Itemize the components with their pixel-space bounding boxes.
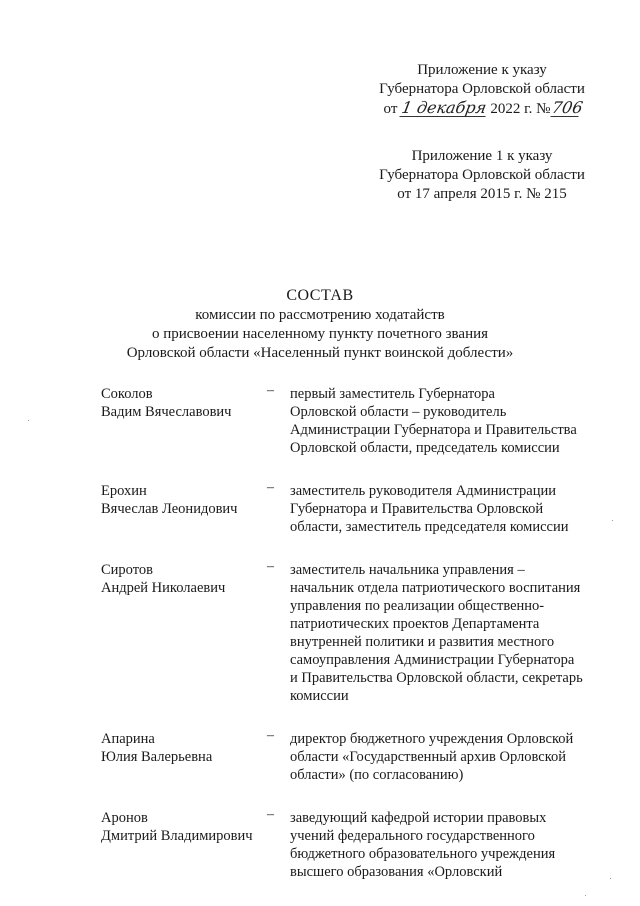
separator-dash: – xyxy=(267,807,274,822)
member-role xyxy=(290,482,620,536)
role-line: Губернатора и Правительства Орловской xyxy=(290,501,544,517)
member-role xyxy=(290,809,620,881)
role-line: управления по реализации общественно- xyxy=(290,598,545,614)
handwritten-number: 706 xyxy=(550,98,585,117)
member-name xyxy=(101,809,271,845)
member-name xyxy=(101,482,271,518)
scan-speck xyxy=(28,420,29,421)
member-given-names: Вадим Вячеславович xyxy=(101,404,232,420)
role-line: Орловской области – руководитель xyxy=(290,404,507,420)
role-line: комиссии xyxy=(290,688,349,704)
title-main: СОСТАВ xyxy=(286,287,354,304)
header-line: Приложение 1 к указу xyxy=(411,148,553,164)
member-entry xyxy=(101,482,621,536)
members-list xyxy=(101,385,621,906)
role-line: директор бюджетного учреждения Орловской xyxy=(290,731,574,747)
separator-dash: – xyxy=(267,480,274,495)
role-line: и Правительства Орловской области, секретарь xyxy=(290,670,583,686)
role-line: области, заместитель председателя комиссии xyxy=(290,519,569,535)
appendix-header-2015 xyxy=(362,147,602,204)
role-line: заведующий кафедрой истории правовых xyxy=(290,810,547,826)
role-line: бюджетного образовательного учреждения xyxy=(290,846,556,862)
role-line: самоуправления Администрации Губернатора xyxy=(290,652,575,668)
appendix-header-2022 xyxy=(352,61,612,119)
member-surname: Аронов xyxy=(101,810,148,826)
separator-dash: – xyxy=(267,559,274,574)
member-given-names: Вячеслав Леонидович xyxy=(101,501,238,517)
separator-dash: – xyxy=(267,383,274,398)
role-line: первый заместитель Губернатора xyxy=(290,386,495,402)
separator-dash: – xyxy=(267,728,274,743)
member-role xyxy=(290,730,620,784)
member-given-names: Юлия Валерьевна xyxy=(101,749,213,765)
member-role xyxy=(290,385,620,457)
scan-speck xyxy=(610,878,611,879)
member-entry xyxy=(101,561,621,705)
header-line: Приложение к указу xyxy=(417,62,547,78)
member-surname: Сиротов xyxy=(101,562,153,578)
document-title xyxy=(110,286,530,363)
role-line: внутренней политики и развития местного xyxy=(290,634,555,650)
member-surname: Апарина xyxy=(101,731,155,747)
role-line: Администрации Губернатора и Правительства xyxy=(290,422,577,438)
role-line: патриотических проектов Департамента xyxy=(290,616,540,632)
member-surname: Соколов xyxy=(101,386,153,402)
member-given-names: Дмитрий Владимирович xyxy=(101,828,253,844)
year-number-label: 2022 г. № xyxy=(490,101,551,117)
title-line: Орловской области «Населенный пункт воинской доблести» xyxy=(126,345,514,361)
role-line: начальник отдела патриотического воспитания xyxy=(290,580,581,596)
role-line: Орловской области, председатель комиссии xyxy=(290,440,560,456)
role-line: области» (по согласованию) xyxy=(290,767,464,783)
role-line: заместитель начальника управления – xyxy=(290,562,525,578)
header-line: от 17 апреля 2015 г. № 215 xyxy=(397,186,567,202)
title-line: о присвоении населенному пункту почетного звания xyxy=(151,326,489,342)
title-line: комиссии по рассмотрению ходатайств xyxy=(195,307,445,323)
scan-speck xyxy=(612,520,613,521)
member-name xyxy=(101,730,271,766)
role-line: высшего образования «Орловский xyxy=(290,864,503,880)
member-surname: Ерохин xyxy=(101,483,147,499)
header-line: Губернатора Орловской области xyxy=(379,167,585,183)
header-line: Губернатора Орловской области xyxy=(379,81,585,97)
role-line: заместитель руководителя Администрации xyxy=(290,483,557,499)
member-role xyxy=(290,561,620,705)
member-entry xyxy=(101,809,621,881)
from-prefix: от xyxy=(383,101,398,117)
header-date-line xyxy=(352,99,612,119)
scan-speck xyxy=(585,895,586,896)
member-entry xyxy=(101,730,621,784)
member-entry xyxy=(101,385,621,457)
handwritten-date: 1 декабря xyxy=(400,98,489,117)
member-name xyxy=(101,385,271,421)
member-name xyxy=(101,561,271,597)
role-line: области «Государственный архив Орловской xyxy=(290,749,567,765)
member-given-names: Андрей Николаевич xyxy=(101,580,226,596)
role-line: учений федерального государственного xyxy=(290,828,535,844)
